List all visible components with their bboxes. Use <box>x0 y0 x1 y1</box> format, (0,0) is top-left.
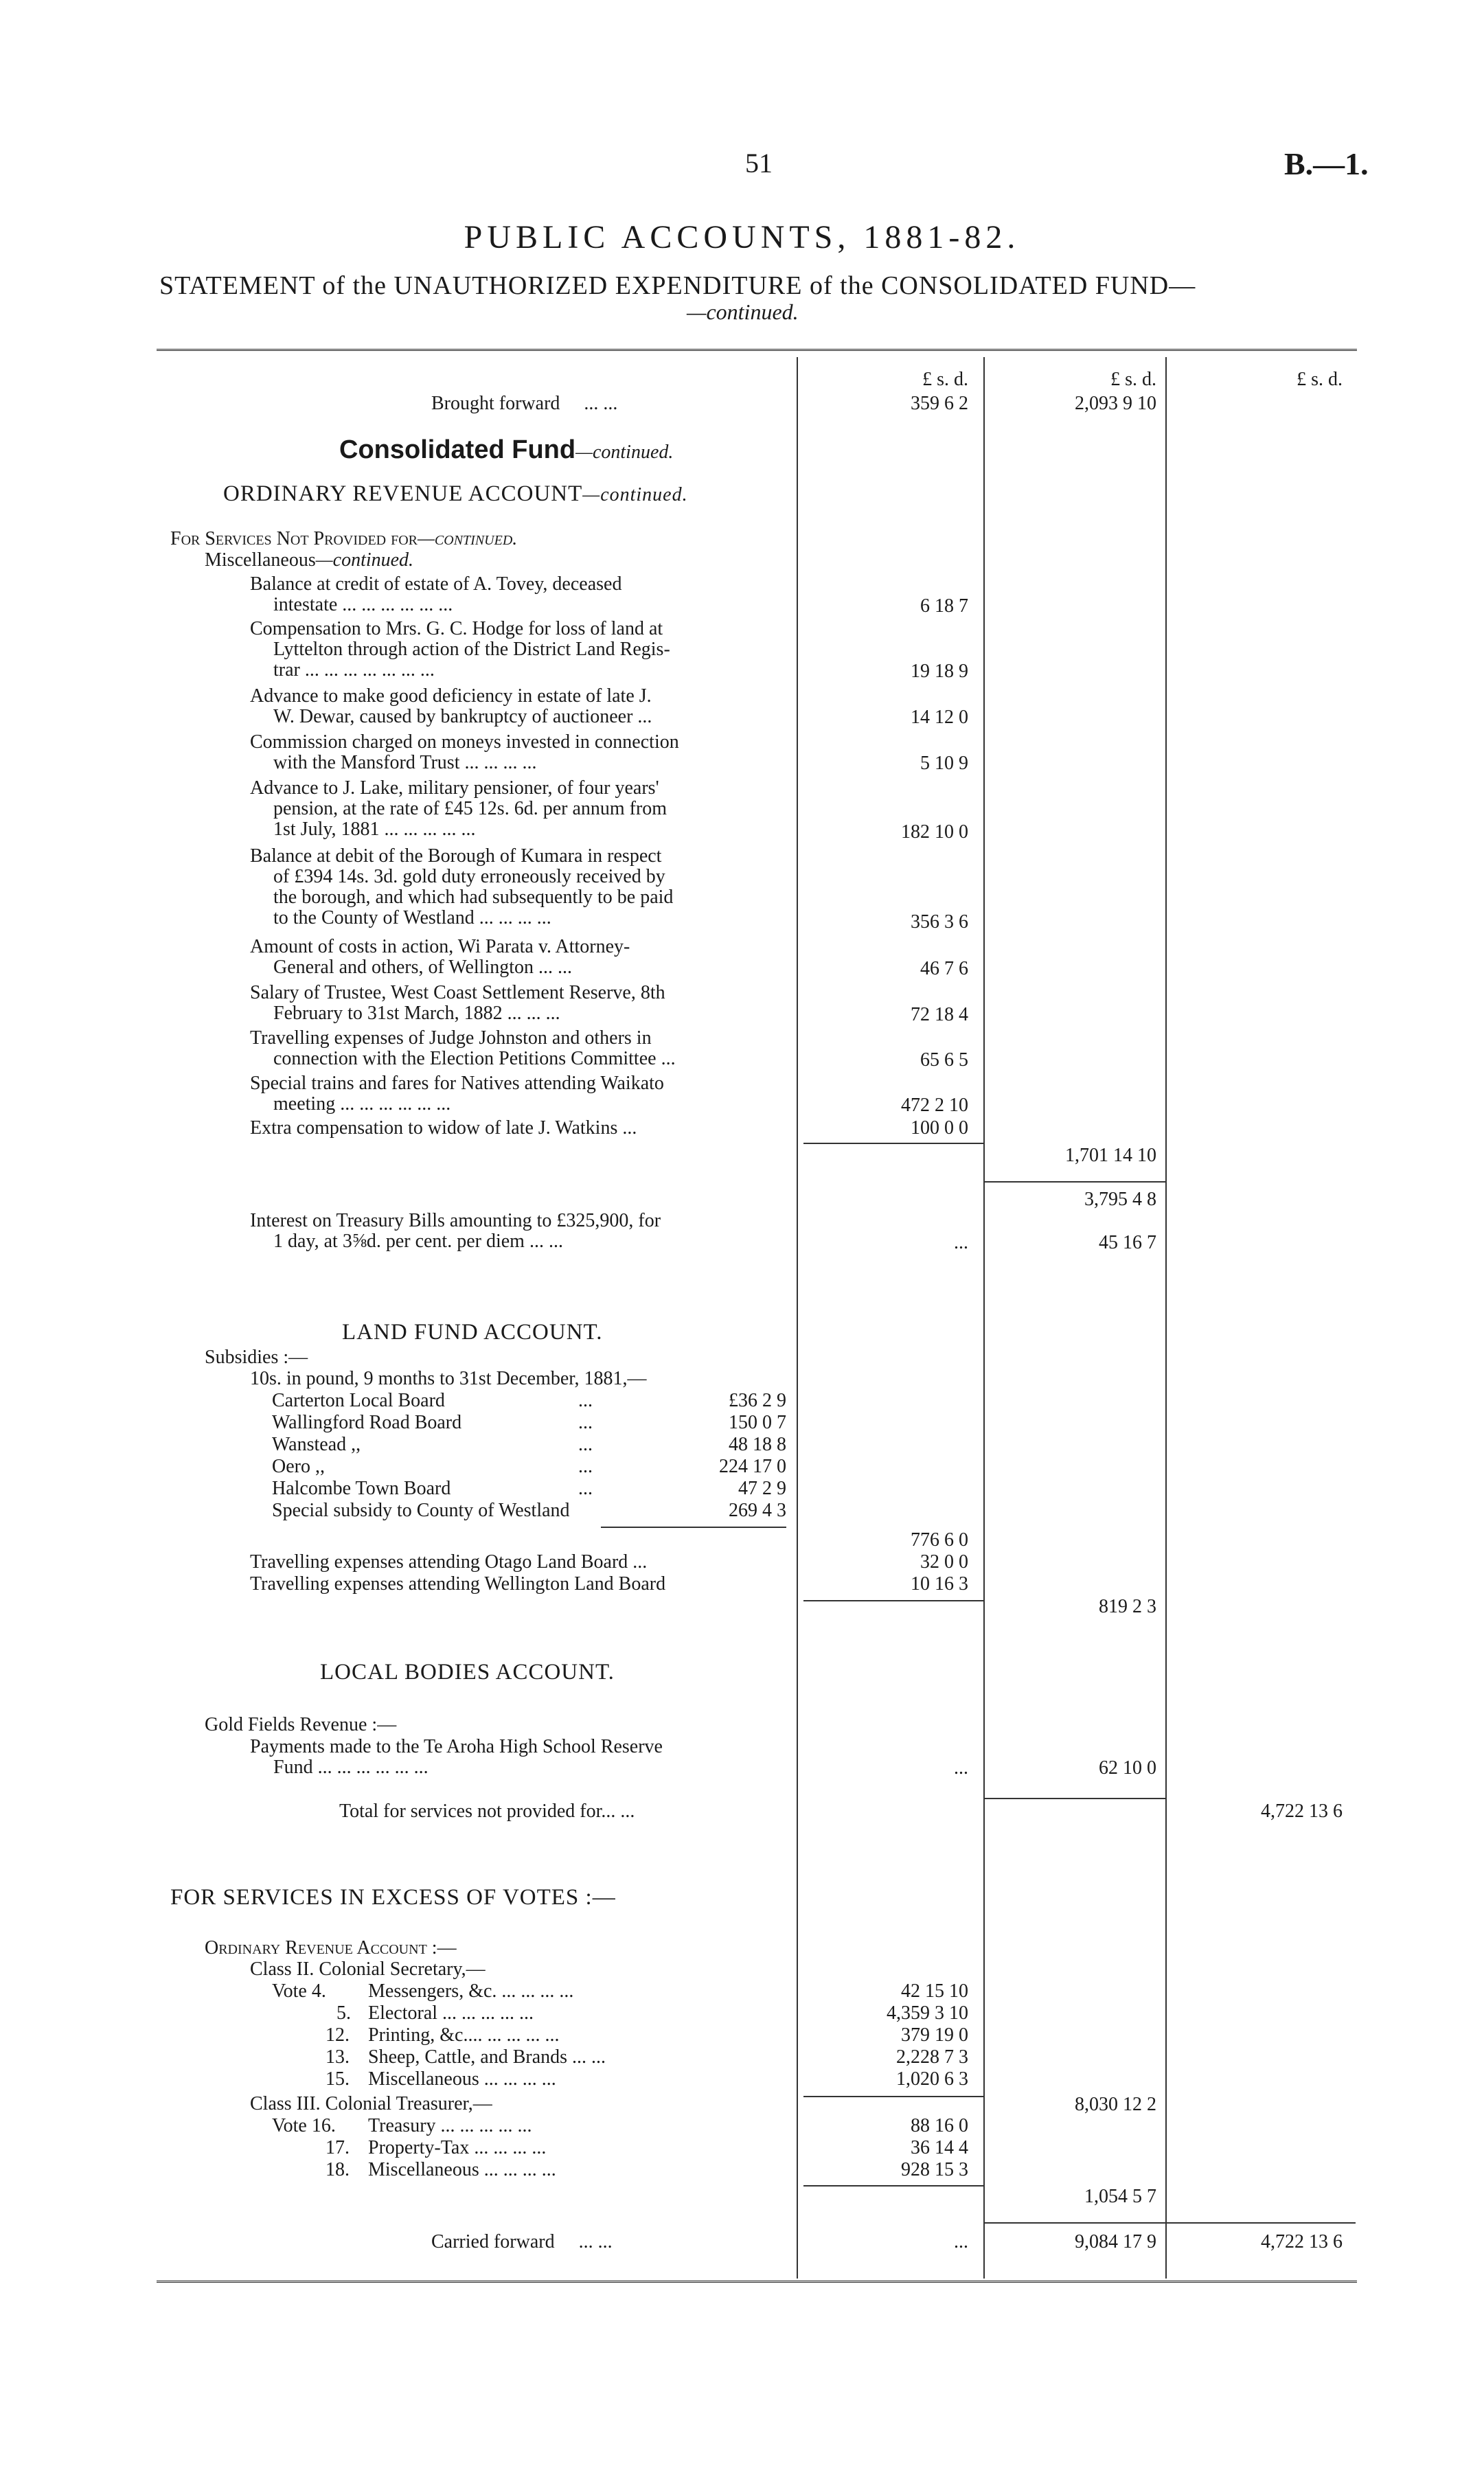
vote-number: Vote 16. <box>272 2115 336 2136</box>
subsidy-name: Carterton Local Board <box>272 1390 445 1411</box>
vote-label: Printing, &c.... ... ... ... ... <box>368 2024 560 2046</box>
subsidy-amount: 48 18 8 <box>729 1434 786 1455</box>
subsidies-period: 10s. in pound, 9 months to 31st December, 1881,— <box>250 1368 647 1389</box>
interest-item: Interest on Treasury Bills amounting to £325,900, for 1 day, at 3⅝d. per cent. per diem ... ... <box>250 1210 661 1252</box>
vote-number: 15. <box>326 2068 350 2090</box>
misc-item-8-amount: 72 18 4 <box>911 1004 968 1025</box>
column-header-3: £ s. d. <box>1297 369 1343 390</box>
total-rule <box>803 1143 983 1144</box>
document-code: B.—1. <box>1284 146 1369 181</box>
subsidy-name: Halcombe Town Board <box>272 1478 451 1499</box>
total-not-provided-amount: 4,722 13 6 <box>1261 1801 1343 1822</box>
brought-forward-c2: 2,093 9 10 <box>1075 393 1156 414</box>
misc-item-5: Advance to J. Lake, military pensioner, of four years' pension, at the rate of £45 12s. 6d. per annum from 1st July, 1881 ... ... ... ... ... <box>250 777 667 840</box>
land-fund-total: 819 2 3 <box>1099 1596 1156 1617</box>
misc-total: 1,701 14 10 <box>1065 1145 1156 1166</box>
total-rule <box>803 1600 983 1601</box>
misc-item-9: Travelling expenses of Judge Johnston and others in connection with the Election Petitions Committee ... <box>250 1027 676 1069</box>
misc-item-9-amount: 65 6 5 <box>920 1049 968 1071</box>
column-header-2: £ s. d. <box>1110 369 1156 390</box>
travel-item: Travelling expenses attending Wellington Land Board <box>250 1573 666 1595</box>
te-aroha-item: Payments made to the Te Aroha High School Reserve Fund ... ... ... ... ... ... <box>250 1736 663 1778</box>
vote-label: Sheep, Cattle, and Brands ... ... <box>368 2046 606 2068</box>
miscellaneous-heading: Miscellaneous—continued. <box>205 549 414 571</box>
interest-c2: 45 16 7 <box>1099 1232 1156 1253</box>
class-ii-total: 8,030 12 2 <box>1075 2094 1156 2115</box>
misc-item-11: Extra compensation to widow of late J. Watkins ... <box>250 1117 637 1139</box>
subsidy-dots: ... <box>578 1478 593 1499</box>
column-header-1: £ s. d. <box>922 369 968 390</box>
vote-number: 12. <box>326 2024 350 2046</box>
page-title: PUBLIC ACCOUNTS, 1881-82. <box>464 219 1020 255</box>
vote-number: 13. <box>326 2046 350 2068</box>
vote-amount: 36 14 4 <box>911 2137 968 2158</box>
carried-forward-label: Carried forward ... ... <box>431 2231 613 2252</box>
total-rule <box>803 2185 983 2187</box>
subsidy-amount: £36 2 9 <box>729 1390 786 1411</box>
vote-number: 5. <box>336 2002 351 2024</box>
subsidy-dots: ... <box>578 1434 593 1455</box>
misc-item-4: Commission charged on moneys invested in connection with the Mansford Trust ... ... ... ... <box>250 731 679 773</box>
carried-forward-c2: 9,084 17 9 <box>1075 2231 1156 2252</box>
statement-title: STATEMENT of the UNAUTHORIZED EXPENDITURE of the CONSOLIDATED FUND— <box>159 271 1196 300</box>
excess-votes-heading: FOR SERVICES IN EXCESS OF VOTES :— <box>170 1885 616 1910</box>
subsidy-amount: 47 2 9 <box>738 1478 786 1499</box>
page-number: 51 <box>745 148 773 179</box>
vote-number: 18. <box>326 2159 350 2180</box>
subsidy-name: Wallingford Road Board <box>272 1412 462 1433</box>
vote-amount: 379 19 0 <box>901 2024 968 2046</box>
subsidy-amount: 224 17 0 <box>719 1456 786 1477</box>
subsidy-name: Special subsidy to County of Westland <box>272 1500 570 1521</box>
subsidy-dots: ... <box>578 1412 593 1433</box>
misc-item-7: Amount of costs in action, Wi Parata v. Attorney- General and others, of Wellington ... ... <box>250 936 630 978</box>
class-iii-total: 1,054 5 7 <box>1084 2186 1156 2207</box>
misc-item-10-amount: 472 2 10 <box>901 1095 968 1116</box>
class-iii-label: Class III. Colonial Treasurer,— <box>250 2093 492 2114</box>
total-rule <box>983 2222 1165 2224</box>
te-aroha-c1: ... <box>954 1757 968 1779</box>
column-divider <box>797 357 798 2279</box>
total-not-provided-label: Total for services not provided for... ... <box>339 1801 635 1822</box>
misc-item-6-amount: 356 3 6 <box>911 911 968 933</box>
column-divider <box>1165 357 1167 2279</box>
consolidated-fund-heading: Consolidated Fund—continued. <box>339 435 674 464</box>
class-ii-label: Class II. Colonial Secretary,— <box>250 1959 486 1980</box>
brought-forward-c1: 359 6 2 <box>911 393 968 414</box>
subsidies-total: 776 6 0 <box>911 1529 968 1551</box>
misc-item-3: Advance to make good deficiency in estate of late J. W. Dewar, caused by bankruptcy of auctioneer ... <box>250 685 652 727</box>
vote-number: 17. <box>326 2137 350 2158</box>
vote-amount: 88 16 0 <box>911 2115 968 2136</box>
misc-item-7-amount: 46 7 6 <box>920 958 968 979</box>
vote-label: Electoral ... ... ... ... ... <box>368 2002 534 2024</box>
column-divider <box>983 357 985 2279</box>
subsidies-label: Subsidies :— <box>205 1347 308 1368</box>
vote-label: Property-Tax ... ... ... ... <box>368 2137 547 2158</box>
brought-forward-label: Brought forward ... ... <box>431 393 618 414</box>
subsidy-dots: ... <box>578 1456 593 1477</box>
subtotal-a: 3,795 4 8 <box>1084 1189 1156 1210</box>
misc-item-8: Salary of Trustee, West Coast Settlement Reserve, 8th February to 31st March, 1882 ... ... ... <box>250 982 665 1024</box>
services-not-provided-heading: For Services Not Provided for—continued. <box>170 528 518 549</box>
interest-c1: ... <box>954 1232 968 1253</box>
carried-forward-c3: 4,722 13 6 <box>1261 2231 1343 2252</box>
vote-amount: 928 15 3 <box>901 2159 968 2180</box>
vote-number: Vote 4. <box>272 1980 326 2002</box>
vote-label: Miscellaneous ... ... ... ... <box>368 2068 556 2090</box>
carried-forward-c1: ... <box>954 2231 968 2252</box>
total-rule <box>803 2096 983 2097</box>
local-bodies-heading: LOCAL BODIES ACCOUNT. <box>320 1660 615 1685</box>
subsidy-amount: 269 4 3 <box>729 1500 786 1521</box>
vote-amount: 2,228 7 3 <box>896 2046 968 2068</box>
total-rule <box>1165 2222 1356 2224</box>
vote-label: Treasury ... ... ... ... ... <box>368 2115 532 2136</box>
misc-item-1-amount: 6 18 7 <box>920 595 968 617</box>
ordinary-revenue-heading: ORDINARY REVENUE ACCOUNT—continued. <box>223 481 688 506</box>
statement-title-continued: —continued. <box>687 299 799 324</box>
misc-item-11-amount: 100 0 0 <box>911 1117 968 1139</box>
misc-item-2: Compensation to Mrs. G. C. Hodge for loss of land at Lyttelton through action of the District Land Regis- trar ... ... ... ... ... ... ... <box>250 618 670 681</box>
misc-item-5-amount: 182 10 0 <box>901 821 968 843</box>
vote-amount: 4,359 3 10 <box>887 2002 968 2024</box>
vote-amount: 1,020 6 3 <box>896 2068 968 2090</box>
travel-item: Travelling expenses attending Otago Land Board ... <box>250 1551 648 1573</box>
total-rule <box>983 1798 1165 1799</box>
vote-label: Messengers, &c. ... ... ... ... <box>368 1980 574 2002</box>
misc-item-3-amount: 14 12 0 <box>911 707 968 728</box>
misc-item-6: Balance at debit of the Borough of Kumara in respect of £394 14s. 3d. gold duty erroneously received by the borough, and which had subsequently to be paid to the County of Westland ... ... ... ... <box>250 845 674 928</box>
subsidy-name: Wanstead ,, <box>272 1434 361 1455</box>
travel-amount: 32 0 0 <box>920 1551 968 1573</box>
subsidy-name: Oero ,, <box>272 1456 325 1477</box>
travel-amount: 10 16 3 <box>911 1573 968 1595</box>
subsidy-dots: ... <box>578 1390 593 1411</box>
vote-label: Miscellaneous ... ... ... ... <box>368 2159 556 2180</box>
misc-item-10: Special trains and fares for Natives attending Waikato meeting ... ... ... ... ... ... <box>250 1073 664 1115</box>
vote-amount: 42 15 10 <box>901 1980 968 2002</box>
ordinary-revenue-label: Ordinary Revenue Account :— <box>205 1937 457 1959</box>
subtotal-rule <box>601 1527 786 1528</box>
misc-item-1: Balance at credit of estate of A. Tovey, deceased intestate ... ... ... ... ... ... <box>250 573 622 615</box>
subsidy-amount: 150 0 7 <box>729 1412 786 1433</box>
land-fund-heading: LAND FUND ACCOUNT. <box>342 1320 603 1345</box>
gold-fields-label: Gold Fields Revenue :— <box>205 1714 397 1735</box>
misc-item-4-amount: 5 10 9 <box>920 753 968 774</box>
misc-item-2-amount: 19 18 9 <box>911 661 968 682</box>
te-aroha-c2: 62 10 0 <box>1099 1757 1156 1779</box>
total-rule <box>983 1181 1165 1183</box>
